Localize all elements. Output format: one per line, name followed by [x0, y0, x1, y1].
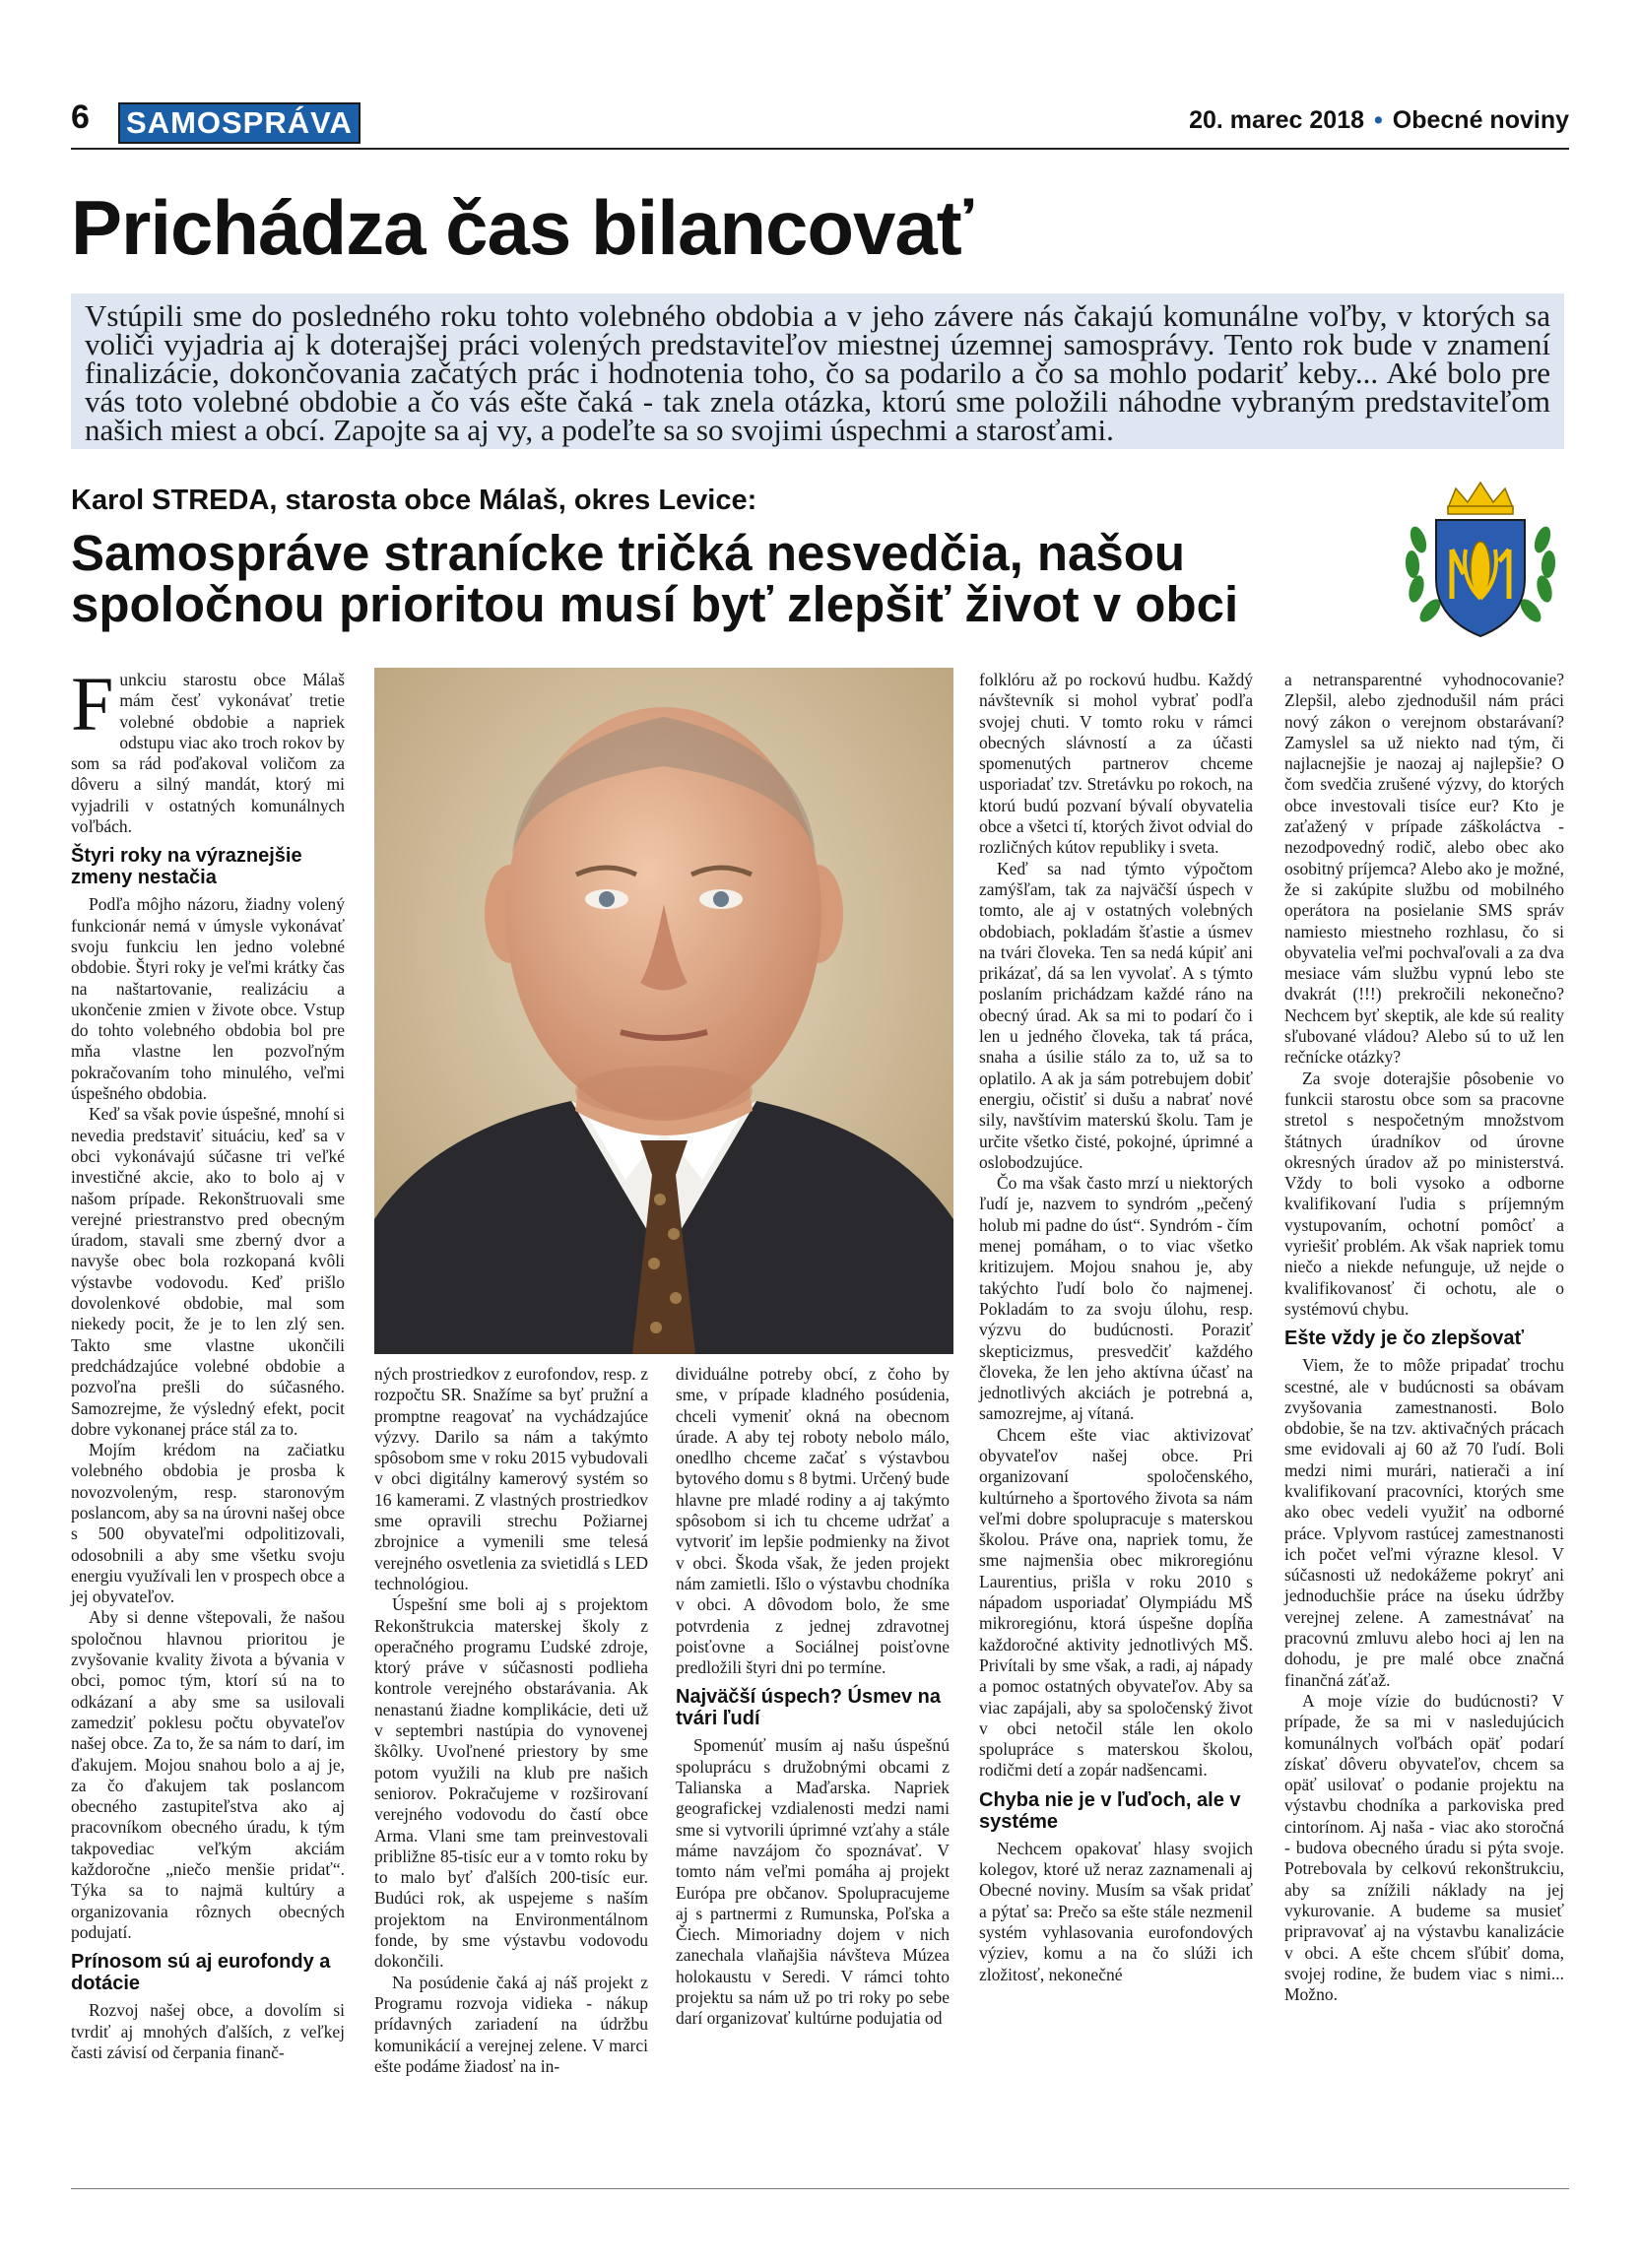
- article-paragraph: Podľa môjho názoru, žiadny volený funkcionár nemá v úmysle vykonávať svoju funkciu len jedno volebné obdobie. Štyri roky je veľmi krátky čas na naštartovanie, realizáciu a ukončenie zmien v živote obce. Vstup do tohto volebného obdobia bol pre mňa vlastne len pozvoľným pokračovaním toho minulého, veľmi úspešného obdobia.: [71, 894, 345, 1104]
- article-paragraph: folklóru až po rockovú hudbu. Každý návštevník si mohol vybrať podľa svojej chuti. V tomto roku v rámci obecných slávností a za účasti spomenutých partnerov chceme usporiadať tzv. Stretávku po rokoch, na ktorú budú pozvaní bývalí obyvatelia obce a všetci tí, ktorých život odvial do rozličných kútov republiky i sveta.: [979, 670, 1253, 858]
- article-paragraph: Čo ma však často mrzí u niektorých ľudí je, nazvem to syndróm „pečený holub mi padne do úst“. Syndróm - čím menej pomáham, o to viac všetko kritizujem. Mojou snahou je, aby takýchto ľudí bolo čo najmenej. Pokladám to za svoju úlohu, resp. výzvu do budúcnosti. Poraziť skepticizmus, presvedčiť každého človeka, že len jeho aktívna účasť na jednotlivých akciách je potrebná a, samozrejme, aj vítaná.: [979, 1173, 1253, 1424]
- article-paragraph: Úspešní sme boli aj s projektom Rekonštrukcia materskej školy z operačného programu Ľudské zdroje, ktorý práve v súčasnosti podlieha kontrole verejného obstarávania. Ak nenastanú žiadne komplikácie, deti už v septembri nastúpia do vynovenej škôlky. Uvoľnené priestory by sme potom využili na klub pre našich seniorov. Pokračujeme v rozširovaní verejného vodovodu do častí obce Arma. Vlani sme tam preinvestovali približne 85-tisíc eur a v tomto roku by to malo byť ďalších 200-tisíc eur. Budúci rok, ak uspejeme s naším projektom na Environmentálnom fonde, by sme výstavbu vodovodu dokončili.: [374, 1594, 648, 1972]
- municipal-crest-icon: [1397, 471, 1564, 648]
- section-heading: Chyba nie je v ľuďoch, ale v systéme: [979, 1788, 1241, 1833]
- interviewee-line: Karol STREDA, starosta obce Málaš, okres Levice:: [71, 485, 757, 516]
- issue-date: 20. marec 2018: [1189, 106, 1365, 134]
- article-column-3: [676, 1364, 950, 2030]
- article-paragraph: Nechcem opakovať hlasy svojich kolegov, ktoré už neraz zaznamenali aj Obecné noviny. Musím sa však pridať a pýtať sa: Prečo sa ešte stále nezmenil systém vyhlasovania eurofondových výziev, komu a na čo slúži ich zložitosť, nekonečné: [979, 1838, 1253, 1984]
- header-separator: •: [1374, 106, 1383, 134]
- article-paragraph: ných prostriedkov z eurofondov, resp. z rozpočtu SR. Snažíme sa byť pružní a promptne reagovať na vychádzajúce výzvy. Darilo sa nám a takýmto spôsobom sme v roku 2015 vybudovali v obci digitálny kamerový systém so 16 kamerami. Z vlastných prostriedkov sme opravili strechu Požiarnej zbrojnice a vymenili sme telesá verejného osvetlenia za svietidlá s LED technológiou.: [374, 1364, 648, 1593]
- section-label: SAMOSPRÁVA: [118, 102, 361, 144]
- section-heading: Ešte vždy je čo zlepšovať: [1284, 1328, 1525, 1350]
- article-paragraph: A moje vízie do budúcnosti? V prípade, že sa mi v nasledujúcich komunálnych voľbách opäť podarí získať dôveru obyvateľov, chcem sa opäť usilovať o podanie projektu na výstavbu chodníka a parkoviska pred cintorínom. Aj naša - viac ako storočná - budova obecného úradu si pýta svoje. Potrebovala by celkovú rekonštrukciu, aby sa znížili náklady na jej vykurovanie. A budeme sa musieť pripravovať aj na výstavbu kanalizácie v obci. A ešte chcem sľúbiť doma, svojej rodine, že budem viac s nimi... Možno.: [1284, 1690, 1564, 2005]
- article-paragraph: Aby si denne vštepovali, že našou spoločnou hlavnou prioritou je zvyšovanie kvality života a bývania v obci, pomoc tým, ktorí sú na to odkázaní a aby sme sa usilovali zamedziť poklesu počtu obyvateľov našej obce. Za to, že sa nám to darí, im ďakujem. Mojou snahou bolo a aj je, za čo ďakujem tak poslancom obecného zastupiteľstva ako aj pracovníkom obecného úradu, k tým takpovediac veľkým akciám každoročne „niečo menšie pridať“. Týka sa to najmä kultúry a organizovania rôznych obecných podujatí.: [71, 1607, 345, 1942]
- portrait-photo: [374, 668, 953, 1354]
- article-paragraph: Chcem ešte viac aktivizovať obyvateľov našej obce. Pri organizovaní spoločenského, kultúrneho a športového života sa nám veľmi dobre spolupracuje s materskou školou. Práve ona, napriek tomu, že sme najmenšia obec mikroregiónu Laurentius, prišla v roku 2010 s nápadom usporiadať Olympiádu MŠ mikroregiónu, ktorá úspešne dopĺňa každoročné aktivity jednotlivých MŠ. Privítali by sme však, a radi, aj nápady a pomoc ostatných obyvateľov. Aby sa viac zapájali, aby sa spoločenský život v obci netočil stále len okolo spolupráce s materskou školou, rodičmi detí a zopár nadšencami.: [979, 1424, 1253, 1781]
- drop-cap: F: [71, 661, 114, 746]
- article-column-4: [979, 670, 1253, 1985]
- issue-info: [1189, 106, 1569, 135]
- paper-name: Obecné noviny: [1392, 106, 1569, 134]
- article-column-2: [374, 1364, 648, 2077]
- article-paragraph: Spomenúť musím aj našu úspešnú spoluprácu s družobnými obcami z Talianska a Maďarska. Napriek geografickej vzdialenosti medzi nami sme si vytvorili úprimné vzťahy a stále máme navzájom čo spoznávať. V tomto nám veľmi pomáha aj projekt Európa pre občanov. Spolupracujeme aj s partnermi z Rumunska, Poľska a Čiech. Mimoriadny dojem v nich zanechala vlaňajšia návšteva Múzea holokaustu v Seredi. V rámci tohto projektu sa nám už po tri roky po sebe darí organizovať kultúrne podujatia od: [676, 1735, 950, 2029]
- article-paragraph: dividuálne potreby obcí, z čoho by sme, v prípade kladného posúdenia, chceli vymeniť okná na obecnom úrade. A aby tej roboty nebolo málo, onedlho chceme začať s výstavbou bytového domu s 8 bytmi. Určený bude hlavne pre mladé rodiny a aj takýmto spôsobom si ich tu chceme udržať a vytvoriť im lepšie podmienky na život v obci. Škoda však, že jeden projekt nám zamietli. Išlo o výstavbu chodníka v obci. A dôvodom bolo, že sme potvrdenia z jednej zdravotnej poisťovne a Sociálnej poisťovne predložili štyri dni po termíne.: [676, 1364, 950, 1678]
- footer-rule: [71, 2188, 1569, 2189]
- section-heading: Štyri roky na výraznejšie zmeny nestačia: [71, 845, 302, 889]
- page-headline: Prichádza čas bilancovať: [71, 184, 973, 271]
- article-title: Samospráve stranícke tričká nesvedčia, našou spoločnou prioritou musí byť zlepšiť život v obci: [71, 525, 1239, 632]
- article-column-1: [71, 661, 345, 2063]
- article-paragraph: Na posúdenie čaká aj náš projekt z Programu rozvoja vidieka - nákup prídavných zariadení na údržbu komunikácií a verejnej zelene. V marci ešte podáme žiadosť na in-: [374, 1972, 648, 2076]
- article-paragraph: Za svoje doterajšie pôsobenie vo funkcii starostu obce som sa pracovne stretol s nespočetným množstvom štátnych úradníkov od úrovne okresných úradov až po ministerstvá. Vždy to boli vysoko a odborne kvalifikovaní ľudia s príjemným vystupovaním, ochotní pomôcť a vyriešiť problém. Ak však napriek tomu niečo a niekde nefunguje, už nejde o kvalifikovanosť či ochotu, ale o systémovú chybu.: [1284, 1068, 1564, 1319]
- section-heading: Najväčší úspech? Úsmev na tvári ľudí: [676, 1686, 942, 1730]
- article-paragraph: Mojím krédom na začiatku volebného obdobia je prosba k novozvoleným, resp. staronovým poslancom, aby sa na úrovni našej obce s 500 obyvateľmi odpolitizovali, odosobnili a aby sme všetku svoju energiu využívali len v prospech obce a jej obyvateľov.: [71, 1440, 345, 1607]
- lead-paragraph: Vstúpili sme do posledného roku tohto volebného obdobia a v jeho závere nás čakajú komunálne voľby, v ktorých sa voliči vyjadria aj k doterajšej práci volených predstaviteľov miestnej územnej samosprávy. Tento rok bude v znamení finalizácie, dokončovania začatých prác i hodnotenia toho, čo sa podarilo a čo sa mohlo podariť keby... Aké bolo pre vás toto volebné obdobie a čo vás ešte čaká - tak znela otázka, ktorú sme položili náhodne vybraným predstaviteľom našich miest a obcí. Zapojte sa aj vy, a podeľte sa so svojimi úspechmi a starosťami.: [71, 293, 1564, 449]
- article-paragraph: Keď sa však povie úspešné, mnohí si nevedia predstaviť situáciu, keď sa v obci vykonávajú súčasne tri veľké investičné akcie, ako to bolo aj v našom prípade. Rekonštruovali sme verejné priestranstvo pred obecným úradom, stavali sme zberný dvor a navyše obec bola rozkopaná kvôli výstavbe vodovodu. Keď prišlo dovolenkové obdobie, mal som niekedy pocit, že je to len zlý sen. Takto sme vlastne ukončili predchádzajúce volebné obdobie a pozvoľna prešli do súčasného. Samozrejme, že výsledný efekt, pocit dobre vykonanej práce stál za to.: [71, 1104, 345, 1439]
- section-heading: Prínosom sú aj eurofondy a dotácie: [71, 1951, 331, 1995]
- article-column-5: [1284, 670, 1564, 2005]
- article-paragraph: Viem, že to môže pripadať trochu scestné, ale v budúcnosti sa obávam zvyšovania zamestnanosti. Bolo obdobie, še na tzv. aktivačných prácach sme evidovali aj 60 až 70 ľudí. Boli medzi nimi murári, natierači a iní kvalifikovaní pracovníci, ktorých sme ako obec vedeli využiť na odborné práce. Vplyvom rastúcej zamestnanosti ich počet veľmi výrazne klesol. V súčasnosti už nedokážeme pokryť ani jednoduchšie práce na úseku údržby verejnej zelene. A zamestnávať na pracovnú zmluvu alebo hoci aj len na dohodu, je pre malé obce značná finančná záťaž.: [1284, 1355, 1564, 1690]
- header-rule: [71, 148, 1569, 150]
- article-paragraph: Keď sa nad týmto výpočtom zamýšľam, tak za najväčší úspech v tomto, ale aj v ostatných volebných obdobiach, pokladám šťastie a úsmev na tvári človeka. Ten sa nedá kúpiť ani prikázať, dá sa len vyvolať. A s týmto poslaním prichádzam každé ráno na obecný úrad. Ak sa mi to podarí čo i len u jedného človeka, tak tá práca, snaha a úsilie stálo za to, už sa to oplatilo. A ak ja sám potrebujem dobiť energiu, očistiť si dušu a nabrať nové sily, navštívim materskú školu. Tam je určite všetko čisté, pokojné, úprimné a oslobodzujúce.: [979, 858, 1253, 1172]
- page-number: 6: [71, 98, 90, 136]
- article-paragraph: Rozvoj našej obce, a dovolím si tvrdiť aj mnohých ďalších, z veľkej časti závisí od čerpania finanč-: [71, 2000, 345, 2062]
- article-paragraph: [71, 661, 345, 837]
- paragraph-text: unkciu starostu obce Málaš mám česť vykonávať tretie volebné obdobie a napriek odstupu viac ako troch rokov by som sa rád poďakoval voličom za dôveru a silný mandát, ktorý mi vyjadrili v ostatných komunálnych voľbách.: [71, 670, 345, 837]
- article-paragraph: a netransparentné vyhodnocovanie? Zlepšil, alebo zjednodušil nám práci nový zákon o verejnom obstarávaní? Zamyslel sa už niekto nad tým, či najlacnejšie je naozaj aj najlepšie? O čom svedčia zrušené výzvy, do ktorých obce investovali tisíce eur? Kto je zaťažený v prípade záškoláctva - nezodpovedný rodič, alebo obec ako osobitný príjemca? Alebo ako je možné, že si zakúpite službu od mobilného operátora na posielanie SMS správ namiesto miestneho rozhlasu, čo si obyvatelia veľmi pochvaľovali a za dva mesiace vám službu vypnú lebo ste dvakrát (!!!) prekročili nekonečno? Nechcem byť skeptik, ale kde sú reality sľubované vládou? Alebo sú to už len rečnícke otázky?: [1284, 670, 1564, 1068]
